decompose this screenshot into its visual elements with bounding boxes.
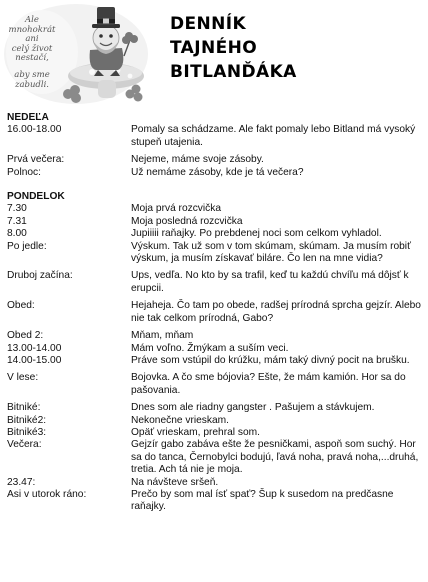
entry-time: 7.30 [7,203,27,215]
header-quote [4,16,60,90]
entry-time: Asi v utorok ráno: [7,488,87,500]
diary-entry [7,167,423,179]
entry-text: Nejeme, máme svoje zásoby. [131,154,264,166]
entry-time: Prvá večera: [7,154,65,166]
quote-line: Ale [25,15,39,25]
entry-time: 8.00 [7,228,27,240]
entry-text: Ups, vedľa. No kto by sa trafil, keď tu každú chvíľu má dôjsť k erupcii. [131,270,409,294]
page-title [170,12,420,84]
diary-entry [7,330,423,342]
entry-time: Bitniké2: [7,414,47,426]
diary-entry [7,270,423,295]
entry-text: Hejaheja. Čo tam po obede, radšej prírodná sprcha gejzír. Alebo nie tak celkom prírodná, Gabo? [131,300,421,324]
title-line: BITLANĎÁKA [170,62,297,82]
quote-line: aby sme [14,69,50,80]
entry-text: Bojovka. A čo sme bójovia? Ešte, že mám kamión. Hor sa do pašovania. [131,372,406,396]
entry-time: 16.00-18.00 [7,124,62,136]
diary-entry [7,241,423,266]
entry-text: Pomaly sa schádzame. Ale fakt pomaly lebo Bitland má vysoký stupeň utajenia. [131,124,416,148]
entry-text: Na návšteve sršeň. [131,476,219,488]
quote-line: zabudli. [14,79,50,90]
entry-time: 13.00-14.00 [7,342,62,354]
entry-text: Moja posledná rozcvička [131,215,243,227]
entry-time: Obed: [7,300,35,312]
diary-entry [7,343,423,355]
entry-time: Druboj začína: [7,270,73,282]
diary-entry [7,154,423,166]
entry-text: Nekonečne vrieskam. [131,414,229,426]
entry-text: Práve som vstúpil do krúžku, mám taký divný pocit na brušku. [131,354,410,366]
entry-text: Jupiiiii raňajky. Po prebdenej noci som celkom vyhladol. [131,228,382,240]
diary-entry [7,415,423,427]
header-illustration [2,2,150,106]
diary-entry [7,402,423,414]
entry-time: V lese: [7,372,39,384]
entry-time: Večera: [7,439,42,451]
entry-text: Moja prvá rozcvička [131,203,222,215]
diary-entry [7,439,423,476]
entry-text: Mám voľno. Žmýkam a suším veci. [131,342,289,354]
entry-time: Po jedle: [7,240,47,252]
entry-text: Gejzír gabo zabáva ešte že pesničkami, aspoň som suchý. Hor sa do tanca, Černobylci bodujú, ľavá noha, pravá noha,...druhá, tretia. Ach tá nie je moja. [131,439,419,476]
quote-line: mnohokrát ani [8,24,56,45]
day-heading: PONDELOK [7,191,65,203]
entry-time: 14.00-15.00 [7,354,62,366]
entry-time: Obed 2: [7,330,44,342]
entry-text: Opäť vrieskam, prehral som. [131,426,260,438]
diary-entry [7,203,423,215]
quote-line: nestačí, [15,53,49,64]
quote-line: celý život [11,43,53,54]
diary-entry [7,300,423,325]
entry-text: Dnes som ale riadny gangster . Pašujem a stávkujem. [131,402,375,414]
diary-body [7,112,423,514]
diary-entry [7,355,423,367]
diary-entry [7,427,423,439]
entry-time: 7.31 [7,215,27,227]
diary-entry [7,124,423,149]
entry-text: Výskum. Tak už som v tom skúmam, skúmam. Ja musím robiť výskum, ja musím získavať biláre. Čo len na mne vidia? [131,240,411,265]
diary-entry [7,489,423,514]
entry-text: Mňam, mňam [131,330,194,342]
title-line: TAJNÉHO [170,38,258,58]
diary-entry [7,372,423,397]
diary-entry [7,477,423,489]
entry-text: Prečo by som mal ísť spať? Šup k susedom na predčasne raňajky. [131,488,394,513]
entry-time: Bitniké3: [7,426,47,438]
title-line: DENNÍK [170,14,247,34]
entry-time: Polnoc: [7,166,41,178]
entry-text: Už nemáme zásoby, kde je tá večera? [131,166,304,178]
entry-time: 23.47: [7,476,36,488]
day-heading: NEDEĽA [7,112,49,123]
diary-entry [7,216,423,228]
entry-time: Bitniké: [7,402,41,414]
diary-entry [7,228,423,240]
